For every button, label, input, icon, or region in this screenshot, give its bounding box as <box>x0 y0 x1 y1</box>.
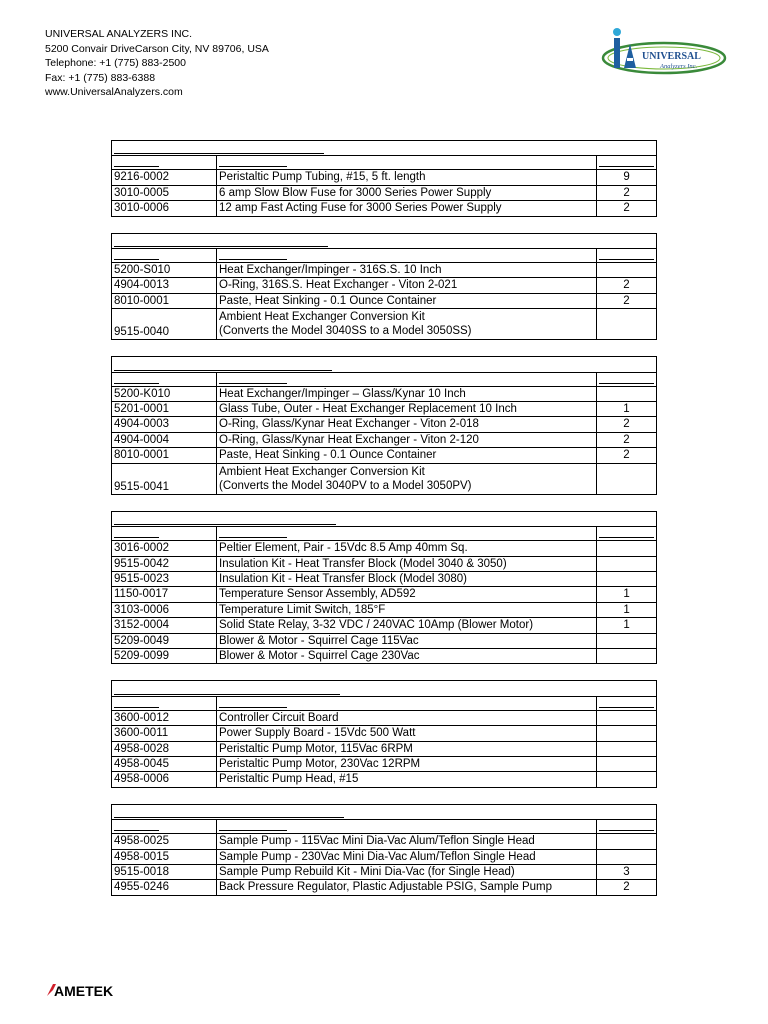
quantity-cell <box>597 741 657 756</box>
description-cell <box>217 571 597 586</box>
header-description <box>217 820 597 834</box>
table-row <box>112 278 657 293</box>
table-title-cell <box>112 141 657 156</box>
description-line: Paste, Heat Sinking - 0.1 Ounce Container <box>219 294 437 307</box>
redacted-title-line <box>114 246 328 247</box>
part-number-cell: 5209-0049 <box>112 633 217 648</box>
quantity-cell <box>597 726 657 741</box>
header-part-number <box>112 372 217 386</box>
quantity-cell <box>597 633 657 648</box>
table-row <box>112 849 657 864</box>
redacted-header-line <box>599 383 654 384</box>
table-header-row <box>112 156 657 170</box>
table-row <box>112 618 657 633</box>
redacted-title-line <box>114 817 344 818</box>
redacted-header-line <box>599 259 654 260</box>
quantity-cell <box>597 386 657 401</box>
redacted-title-line <box>114 524 336 525</box>
description-cell <box>217 432 597 447</box>
part-number-cell: 5200-S010 <box>112 263 217 278</box>
description-cell <box>217 309 597 340</box>
parts-table <box>111 356 657 494</box>
part-number-cell: 4958-0015 <box>112 849 217 864</box>
part-number-cell: 4958-0025 <box>112 834 217 849</box>
quantity-cell: 2 <box>597 293 657 308</box>
redacted-header-line <box>599 537 654 538</box>
description-cell <box>217 648 597 663</box>
table-title-row <box>112 141 657 156</box>
description-cell <box>217 448 597 463</box>
part-number-cell: 9216-0002 <box>112 170 217 185</box>
table-row <box>112 834 657 849</box>
part-number-cell: 9515-0018 <box>112 865 217 880</box>
description-line: Controller Circuit Board <box>219 711 339 724</box>
part-number-cell: 4904-0003 <box>112 417 217 432</box>
parts-table <box>111 511 657 665</box>
description-line: Temperature Limit Switch, 185°F <box>219 603 386 616</box>
table-row <box>112 587 657 602</box>
description-line-2: (Converts the Model 3040PV to a Model 3050PV) <box>219 479 472 492</box>
table-title-row <box>112 681 657 696</box>
quantity-cell: 9 <box>597 170 657 185</box>
quantity-cell: 2 <box>597 185 657 200</box>
table-row <box>112 386 657 401</box>
table-title-row <box>112 511 657 526</box>
quantity-cell <box>597 756 657 771</box>
redacted-header-line <box>219 383 287 384</box>
quantity-cell: 1 <box>597 587 657 602</box>
parts-table <box>111 233 657 341</box>
header-quantity <box>597 820 657 834</box>
description-line: Sample Pump - 115Vac Mini Dia-Vac Alum/Teflon Single Head <box>219 835 535 848</box>
part-number-cell: 4958-0045 <box>112 756 217 771</box>
description-line: Back Pressure Regulator, Plastic Adjustable PSIG, Sample Pump <box>219 881 553 894</box>
table-row <box>112 309 657 340</box>
header-part-number <box>112 249 217 263</box>
redacted-header-line <box>219 707 287 708</box>
table-title-row <box>112 357 657 372</box>
table-header-row <box>112 696 657 710</box>
description-cell <box>217 865 597 880</box>
description-cell <box>217 741 597 756</box>
redacted-header-line <box>114 166 159 167</box>
description-cell <box>217 772 597 787</box>
table-title-cell <box>112 357 657 372</box>
part-number-cell: 9515-0040 <box>112 309 217 340</box>
company-name: UNIVERSAL ANALYZERS INC. <box>45 28 193 40</box>
description-cell <box>217 602 597 617</box>
table-row <box>112 170 657 185</box>
quantity-cell: 1 <box>597 618 657 633</box>
header-description <box>217 156 597 170</box>
redacted-header-line <box>114 537 159 538</box>
quantity-cell: 2 <box>597 278 657 293</box>
redacted-header-line <box>114 383 159 384</box>
header-description <box>217 249 597 263</box>
part-number-cell: 4958-0028 <box>112 741 217 756</box>
header-part-number <box>112 527 217 541</box>
redacted-header-line <box>599 830 654 831</box>
table-row <box>112 880 657 895</box>
redacted-header-line <box>219 166 287 167</box>
table-title-row <box>112 233 657 248</box>
table-row <box>112 741 657 756</box>
table-row <box>112 726 657 741</box>
table-row <box>112 201 657 216</box>
part-number-cell: 9515-0042 <box>112 556 217 571</box>
description-cell <box>217 756 597 771</box>
table-header-row <box>112 527 657 541</box>
quantity-cell: 1 <box>597 602 657 617</box>
company-telephone: Telephone: +1 (775) 883-2500 <box>45 57 186 70</box>
quantity-cell: 2 <box>597 880 657 895</box>
quantity-cell <box>597 772 657 787</box>
description-line: Heat Exchanger/Impinger - 316S.S. 10 Inch <box>219 264 442 277</box>
quantity-cell: 1 <box>597 402 657 417</box>
redacted-header-line <box>114 830 159 831</box>
part-number-cell: 5209-0099 <box>112 648 217 663</box>
part-number-cell: 3152-0004 <box>112 618 217 633</box>
table-header-row <box>112 249 657 263</box>
description-cell <box>217 402 597 417</box>
logo-graphic <box>600 24 728 80</box>
quantity-cell <box>597 463 657 494</box>
company-header <box>45 27 269 100</box>
description-line: Peltier Element, Pair - 15Vdc 8.5 Amp 40mm Sq. <box>219 542 468 555</box>
table-row <box>112 432 657 447</box>
description-cell <box>217 880 597 895</box>
ametek-logo-graphic <box>46 982 138 998</box>
description-cell <box>217 463 597 494</box>
part-number-cell: 4955-0246 <box>112 880 217 895</box>
description-line: Sample Pump Rebuild Kit - Mini Dia-Vac (for Single Head) <box>219 866 515 878</box>
table-row <box>112 402 657 417</box>
table-row <box>112 602 657 617</box>
table-row <box>112 756 657 771</box>
table-row <box>112 185 657 200</box>
quantity-cell: 2 <box>597 432 657 447</box>
company-fax: Fax: +1 (775) 883-6388 <box>45 71 156 84</box>
table-title-cell <box>112 681 657 696</box>
header-part-number <box>112 820 217 834</box>
table-row <box>112 448 657 463</box>
table-title-cell <box>112 511 657 526</box>
part-number-cell: 3600-0011 <box>112 726 217 741</box>
part-number-cell: 9515-0041 <box>112 463 217 494</box>
header-quantity <box>597 372 657 386</box>
parts-tables <box>111 140 656 912</box>
description-cell <box>217 849 597 864</box>
description-cell <box>217 263 597 278</box>
description-cell <box>217 293 597 308</box>
description-line: Insulation Kit - Heat Transfer Block (Model 3040 & 3050) <box>219 557 507 570</box>
description-cell <box>217 185 597 200</box>
part-number-cell: 3016-0002 <box>112 541 217 556</box>
description-line: O-Ring, 316S.S. Heat Exchanger - Viton 2-021 <box>219 279 458 292</box>
header-description <box>217 696 597 710</box>
quantity-cell <box>597 263 657 278</box>
description-line: Power Supply Board - 15Vdc 500 Watt <box>219 727 416 740</box>
redacted-header-line <box>219 830 287 831</box>
description-cell <box>217 726 597 741</box>
table-row <box>112 633 657 648</box>
description-line: Blower & Motor - Squirrel Cage 230Vac <box>219 649 420 662</box>
table-row <box>112 463 657 494</box>
description-line: Blower & Motor - Squirrel Cage 115Vac <box>219 634 419 647</box>
header-part-number <box>112 696 217 710</box>
table-row <box>112 417 657 432</box>
part-number-cell: 5200-K010 <box>112 386 217 401</box>
description-line: Temperature Sensor Assembly, AD592 <box>219 588 416 601</box>
table-title-cell <box>112 233 657 248</box>
description-cell <box>217 278 597 293</box>
quantity-cell <box>597 710 657 725</box>
quantity-cell <box>597 309 657 340</box>
table-title-cell <box>112 804 657 819</box>
ametek-logo <box>46 982 138 1003</box>
part-number-cell: 3103-0006 <box>112 602 217 617</box>
company-address: 5200 Convair DriveCarson City, NV 89706, USA <box>45 42 269 55</box>
description-line: Glass Tube, Outer - Heat Exchanger Replacement 10 Inch <box>219 403 517 416</box>
part-number-cell: 3010-0005 <box>112 185 217 200</box>
description-line: Sample Pump - 230Vac Mini Dia-Vac Alum/Teflon Single Head <box>219 850 536 863</box>
description-cell <box>217 170 597 185</box>
part-number-cell: 9515-0023 <box>112 571 217 586</box>
quantity-cell: 2 <box>597 201 657 216</box>
description-cell <box>217 417 597 432</box>
header-quantity <box>597 527 657 541</box>
part-number-cell: 4904-0013 <box>112 278 217 293</box>
table-header-row <box>112 372 657 386</box>
description-line: Ambient Heat Exchanger Conversion Kit <box>219 311 425 324</box>
part-number-cell: 8010-0001 <box>112 293 217 308</box>
quantity-cell <box>597 849 657 864</box>
quantity-cell <box>597 571 657 586</box>
redacted-header-line <box>599 166 654 167</box>
quantity-cell: 3 <box>597 865 657 880</box>
description-line: Insulation Kit - Heat Transfer Block (Model 3080) <box>219 572 468 585</box>
table-row <box>112 541 657 556</box>
parts-table <box>111 680 657 787</box>
quantity-cell: 2 <box>597 448 657 463</box>
description-line: Peristaltic Pump Head, #15 <box>219 773 359 786</box>
description-cell <box>217 618 597 633</box>
table-row <box>112 710 657 725</box>
description-cell <box>217 541 597 556</box>
header-quantity <box>597 696 657 710</box>
part-number-cell: 5201-0001 <box>112 402 217 417</box>
quantity-cell <box>597 648 657 663</box>
quantity-cell: 2 <box>597 417 657 432</box>
quantity-cell <box>597 834 657 849</box>
description-line-2: (Converts the Model 3040SS to a Model 3050SS) <box>219 325 472 338</box>
description-cell <box>217 633 597 648</box>
description-line: Paste, Heat Sinking - 0.1 Ounce Container <box>219 449 437 462</box>
table-row <box>112 556 657 571</box>
redacted-header-line <box>114 259 159 260</box>
part-number-cell: 4958-0006 <box>112 772 217 787</box>
header-quantity <box>597 156 657 170</box>
description-line: Peristaltic Pump Motor, 230Vac 12RPM <box>219 757 421 770</box>
description-cell <box>217 556 597 571</box>
table-row <box>112 263 657 278</box>
part-number-cell: 1150-0017 <box>112 587 217 602</box>
redacted-header-line <box>219 537 287 538</box>
redacted-title-line <box>114 370 332 371</box>
header-description <box>217 372 597 386</box>
redacted-header-line <box>219 259 287 260</box>
header-description <box>217 527 597 541</box>
logo-text-line2: Analyzers Inc. <box>660 63 698 70</box>
description-line: 6 amp Slow Blow Fuse for 3000 Series Power Supply <box>219 186 492 199</box>
description-line: O-Ring, Glass/Kynar Heat Exchanger - Viton 2-120 <box>219 433 479 446</box>
part-number-cell: 4904-0004 <box>112 432 217 447</box>
logo-text-line1: UNIVERSAL <box>642 51 701 62</box>
ametek-text: AMETEK <box>54 983 114 998</box>
description-line: Solid State Relay, 3-32 VDC / 240VAC 10Amp (Blower Motor) <box>219 619 534 632</box>
parts-table <box>111 140 657 217</box>
table-header-row <box>112 820 657 834</box>
table-row <box>112 648 657 663</box>
description-cell <box>217 386 597 401</box>
redacted-title-line <box>114 694 340 695</box>
description-line: Peristaltic Pump Motor, 115Vac 6RPM <box>219 742 413 755</box>
description-cell <box>217 710 597 725</box>
quantity-cell <box>597 541 657 556</box>
part-number-cell: 3600-0012 <box>112 710 217 725</box>
description-line: 12 amp Fast Acting Fuse for 3000 Series Power Supply <box>219 202 502 215</box>
redacted-header-line <box>114 707 159 708</box>
universal-analyzers-logo <box>600 24 728 80</box>
header-part-number <box>112 156 217 170</box>
parts-table <box>111 804 657 896</box>
table-row <box>112 571 657 586</box>
description-cell <box>217 834 597 849</box>
quantity-cell <box>597 556 657 571</box>
description-cell <box>217 201 597 216</box>
header-quantity <box>597 249 657 263</box>
table-row <box>112 772 657 787</box>
description-line: Peristaltic Pump Tubing, #15, 5 ft. length <box>219 171 426 184</box>
part-number-cell: 3010-0006 <box>112 201 217 216</box>
description-cell <box>217 587 597 602</box>
table-row <box>112 293 657 308</box>
table-row <box>112 865 657 880</box>
description-line: Ambient Heat Exchanger Conversion Kit <box>219 465 425 478</box>
part-number-cell: 8010-0001 <box>112 448 217 463</box>
table-title-row <box>112 804 657 819</box>
description-line: O-Ring, Glass/Kynar Heat Exchanger - Viton 2-018 <box>219 418 479 431</box>
description-line: Heat Exchanger/Impinger – Glass/Kynar 10 Inch <box>219 387 466 400</box>
redacted-title-line <box>114 153 324 154</box>
company-website[interactable]: www.UniversalAnalyzers.com <box>45 86 183 99</box>
redacted-header-line <box>599 707 654 708</box>
